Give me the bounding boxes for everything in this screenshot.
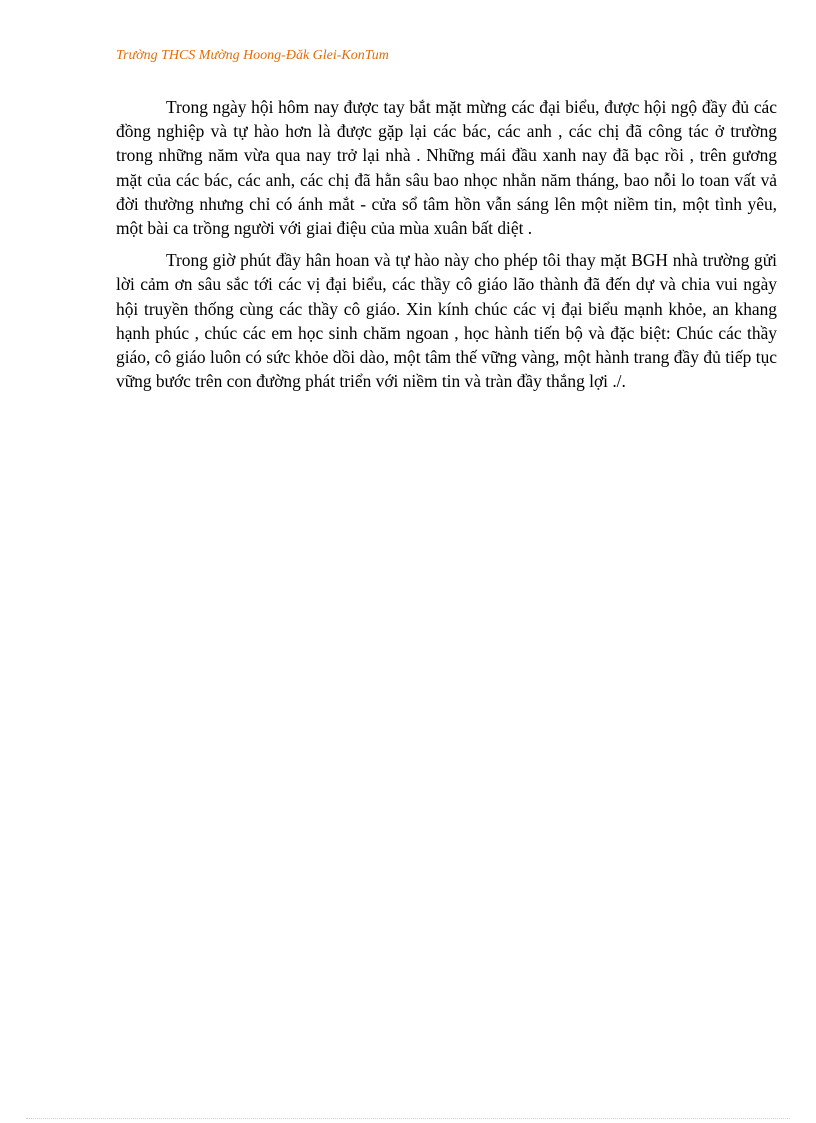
paragraph-2: Trong giờ phút đầy hân hoan và tự hào này cho phép tôi thay mặt BGH nhà trường gửi lời cảm ơn sâu sắc tới các vị đại biểu, các thầy cô giáo lão thành đã đến dự và chia vui ngày hội truyền thống cùng các thầy cô giáo. Xin kính chúc các vị đại biểu mạnh khỏe, an khang hạnh phúc , chúc các em học sinh chăm ngoan , học hành tiến bộ và đặc biệt: Chúc các thầy giáo, cô giáo luôn có sức khỏe dồi dào, một tâm thế vững vàng, một hành trang đầy đủ tiếp tục vững bước trên con đường phát triển với niềm tin và tràn đầy thắng lợi ./. xyxy=(116,250,777,392)
page-header: Trường THCS Mường Hoong-Đăk Glei-KonTum xyxy=(116,48,389,63)
footer-divider xyxy=(26,1118,790,1119)
document-body xyxy=(116,95,777,401)
paragraph-1: Trong ngày hội hôm nay được tay bắt mặt mừng các đại biểu, được hội ngộ đầy đủ các đồng nghiệp và tự hào hơn là được gặp lại các bác, các anh , các chị đã công tác ở trường trong những năm vừa qua nay trở lại nhà . Những mái đầu xanh nay đã bạc rồi , trên gương mặt của các bác, các anh, các chị đã hằn sâu bao nhọc nhằn năm tháng, bao nỗi lo toan vất vả đời thường nhưng chỉ có ánh mắt - cửa sổ tâm hồn vẫn sáng lên một niềm tin, một tình yêu, một bài ca trồng người với giai điệu của mùa xuân bất diệt . xyxy=(116,97,777,239)
